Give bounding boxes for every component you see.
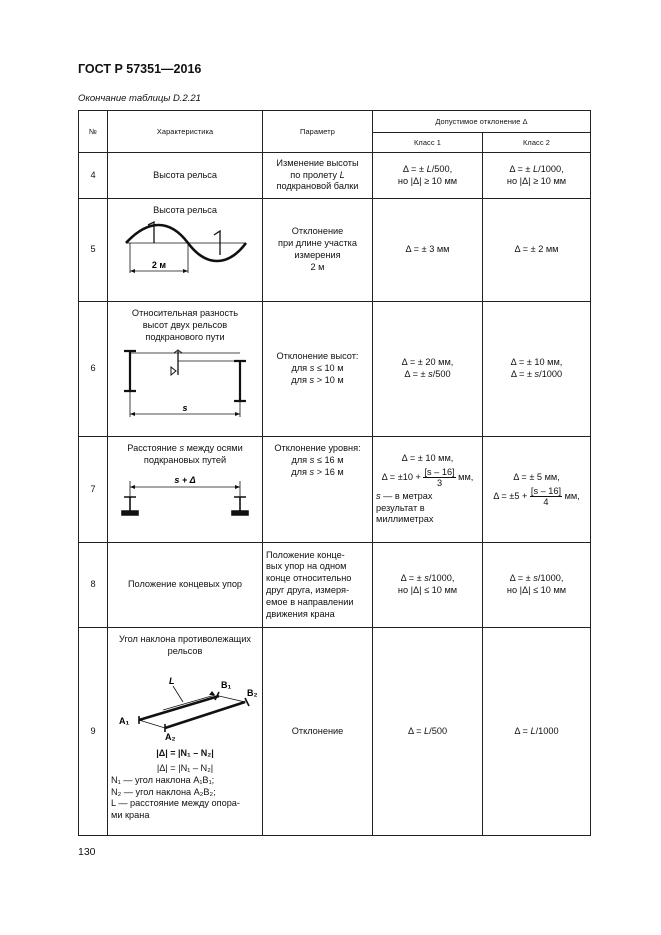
row-parameter: Отклонение уровня: для s ≤ 16 м для s > 16 м xyxy=(263,437,373,543)
table-row xyxy=(79,302,591,437)
row-class-1: Δ = ± 10 мм, Δ = ±10 + $\frac{[s - 16]}{3}$ мм, s — в метрах результат в миллиметрах xyxy=(373,437,483,543)
row-class-1: Δ = ± 20 мм, Δ = ± s/500 xyxy=(373,302,483,437)
page-number: 130 xyxy=(78,846,96,858)
row-parameter: Отклонение xyxy=(263,628,373,836)
svg-text:L: L xyxy=(169,675,175,686)
table-row xyxy=(79,543,591,628)
table-row xyxy=(79,628,591,836)
row-parameter: Изменение высоты по пролету L подкрановой балки xyxy=(263,153,373,199)
row-characteristic: Положение концевых упор xyxy=(108,543,263,628)
svg-text:B₁: B₁ xyxy=(221,679,232,690)
row-class-2: Δ = L/1000 xyxy=(483,628,591,836)
row-characteristic: Расстояние s между осями подкрановых путей s + Δ xyxy=(108,437,263,543)
row-class-1: Δ = ± s/1000, но |Δ| ≤ 10 мм xyxy=(373,543,483,628)
svg-text:A₁: A₁ xyxy=(119,715,130,726)
rail-level-diagram xyxy=(118,347,252,427)
incline-legend: |Δ| = |N₁ – N₂| N₁ — угол наклона A₁B₁; N₂ — угол наклона A₂B₂; L — расстояние между опора- ми крана xyxy=(111,763,240,821)
row-characteristic: Относительная разность высот двух рельсов подкранового пути s xyxy=(108,302,263,437)
header-characteristic: Характеристика xyxy=(108,111,263,153)
header-deviation: Допустимое отклонение Δ xyxy=(373,111,591,133)
rail-incline-diagram xyxy=(111,662,261,748)
header-number: № xyxy=(79,111,108,153)
row-characteristic: Высота рельса xyxy=(108,153,263,199)
svg-text:A₂: A₂ xyxy=(165,731,176,742)
row-parameter: Отклонение при длине участка измерения 2 м xyxy=(263,199,373,302)
table-row xyxy=(79,153,591,199)
row-class-2: Δ = ± 5 мм, Δ = ±5 + $\frac{[s - 16]}{4}$ мм, xyxy=(483,437,591,543)
row-number: 6 xyxy=(79,302,108,437)
svg-text:B₂: B₂ xyxy=(247,687,258,698)
row-parameter: Отклонение высот: для s ≤ 10 м для s > 10 м xyxy=(263,302,373,437)
tolerance-table xyxy=(78,110,591,836)
svg-text:s + Δ: s + Δ xyxy=(174,474,196,485)
row-parameter: Положение конце- вых упор на одном конце относительно друг друга, измеря- емое в направлении движения крана xyxy=(263,543,373,628)
header-class-1: Класс 1 xyxy=(373,133,483,153)
table-row xyxy=(79,437,591,543)
table-caption: Окончание таблицы D.2.21 xyxy=(78,93,201,104)
header-class-2: Класс 2 xyxy=(483,133,591,153)
row-class-2: Δ = ± 2 мм xyxy=(483,199,591,302)
row-class-1: Δ = L/500 xyxy=(373,628,483,836)
row-number: 8 xyxy=(79,543,108,628)
incline-formula: |Δ| = |N₁ – N₂| xyxy=(156,747,214,758)
row-characteristic: Высота рельса 2 м xyxy=(108,199,263,302)
row-class-2: Δ = ± s/1000, но |Δ| ≤ 10 мм xyxy=(483,543,591,628)
row-number: 7 xyxy=(79,437,108,543)
rail-spacing-diagram xyxy=(118,471,252,529)
row-characteristic: Угол наклона противолежащих рельсов B₁ B₂ A₁ A₂ L |Δ| = |N₁ – N₂| |Δ| = |N₁ – N₂| N₁ — угол наклона A₁B₁; N₂ — угол наклона A₂B₂; L — расстояние между опора- ми крана xyxy=(108,628,263,836)
row-number: 4 xyxy=(79,153,108,199)
svg-text:2 м: 2 м xyxy=(151,259,167,270)
row-class-1: Δ = ± 3 мм xyxy=(373,199,483,302)
svg-text:s: s xyxy=(182,403,188,414)
header-row-1 xyxy=(79,111,591,133)
row-number: 5 xyxy=(79,199,108,302)
row-class-2: Δ = ± L/1000, но |Δ| ≥ 10 мм xyxy=(483,153,591,199)
row-number: 9 xyxy=(79,628,108,836)
table-row xyxy=(79,199,591,302)
row-class-2: Δ = ± 10 мм, Δ = ± s/1000 xyxy=(483,302,591,437)
standard-title: ГОСТ Р 57351—2016 xyxy=(78,62,202,76)
rail-height-diagram xyxy=(118,221,252,285)
header-parameter: Параметр xyxy=(263,111,373,153)
row-class-1: Δ = ± L/500, но |Δ| ≥ 10 мм xyxy=(373,153,483,199)
